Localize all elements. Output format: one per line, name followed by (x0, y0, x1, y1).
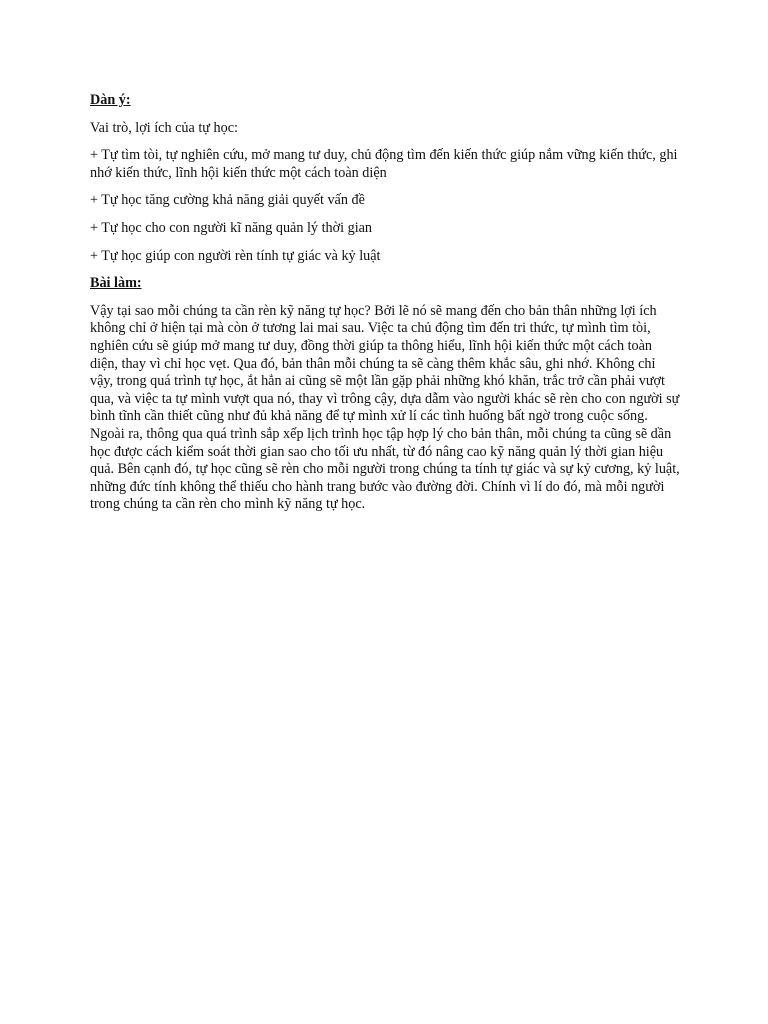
essay-body: Vậy tại sao mỗi chúng ta cần rèn kỹ năng tự học? Bởi lẽ nó sẽ mang đến cho bản thân những lợi ích không chỉ ở hiện tại mà còn ở tương lai mai sau. Việc ta chủ động tìm đến tri thức, tự mình tìm tòi, nghiên cứu sẽ giúp mở mang tư duy, đồng thời giúp ta thông hiểu, lĩnh hội kiến thức một cách toàn diện, thay vì chỉ học vẹt. Qua đó, bản thân mỗi chúng ta sẽ càng thêm khắc sâu, ghi nhớ. Không chỉ vậy, trong quá trình tự học, ắt hẳn ai cũng sẽ một lần gặp phải những khó khăn, trắc trở cần phải vượt qua, và việc ta tự mình vượt qua nó, thay vì trông cậy, dựa dẫm vào người khác sẽ rèn cho con người sự bình tĩnh cần thiết cũng như đủ khả năng để tự mình xử lí các tình huống bất ngờ trong cuộc sống. Ngoài ra, thông qua quá trình sắp xếp lịch trình học tập hợp lý cho bản thân, mỗi chúng ta cũng sẽ dần học được cách kiểm soát thời gian sao cho tối ưu nhất, từ đó nâng cao kỹ năng quản lý thời gian hiệu quả. Bên cạnh đó, tự học cũng sẽ rèn cho mỗi người trong chúng ta tính tự giác và sự kỷ cương, kỷ luật, những đức tính không thể thiếu cho hành trang bước vào đường đời. Chính vì lí do đó, mà mỗi người trong chúng ta cần rèn cho mình kỹ năng tự học. (90, 302, 680, 513)
essay-heading: Bài làm: (90, 275, 142, 292)
document-page (90, 92, 680, 514)
outline-point: + Tự học giúp con người rèn tính tự giác và kỷ luật (90, 247, 381, 264)
outline-heading: Dàn ý: (90, 92, 131, 108)
outline-intro: Vai trò, lợi ích của tự học: (90, 119, 238, 136)
outline-point: + Tự tìm tòi, tự nghiên cứu, mở mang tư duy, chủ động tìm đến kiến thức giúp nắm vững kiến thức, ghi nhớ kiến thức, lĩnh hội kiến thức một cách toàn diện (90, 147, 678, 181)
outline-point: + Tự học tăng cường khả năng giải quyết vấn đề (90, 192, 365, 209)
outline-point: + Tự học cho con người kĩ năng quản lý thời gian (90, 219, 373, 236)
